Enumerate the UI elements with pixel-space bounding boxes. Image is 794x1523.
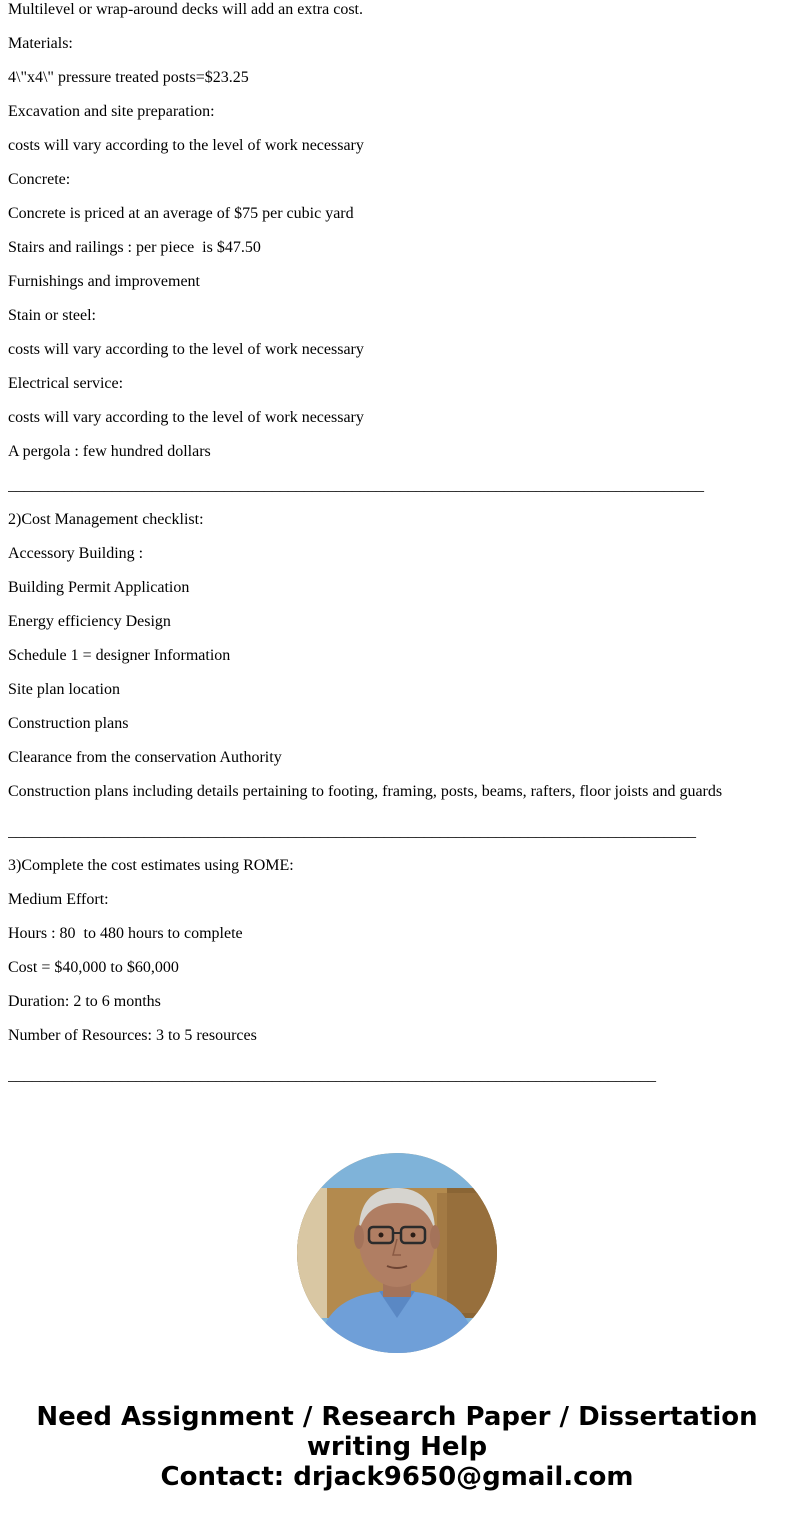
text-line: Clearance from the conservation Authority (8, 749, 282, 766)
promo-footer (0, 1153, 794, 1492)
text-line: costs will vary according to the level of work necessary (8, 341, 364, 358)
text-line: Medium Effort: (8, 891, 109, 908)
section-heading: 3)Complete the cost estimates using ROME: (8, 857, 294, 874)
text-line: Stain or steel: (8, 307, 96, 324)
text-line: Hours : 80 to 480 hours to complete (8, 925, 243, 942)
text-line: Schedule 1 = designer Information (8, 647, 231, 664)
section-divider: ______________________________________________________________________________________ (8, 823, 696, 840)
text-line: 4\"x4\" pressure treated posts=$23.25 (8, 69, 249, 86)
text-line: Accessory Building : (8, 545, 144, 562)
cta-line: writing Help (306, 1432, 488, 1462)
text-line: Electrical service: (8, 375, 124, 392)
section-divider: _________________________________________________________________________________ (8, 1067, 656, 1084)
text-line: Cost = $40,000 to $60,000 (8, 959, 179, 976)
text-line: Energy efficiency Design (8, 613, 171, 630)
text-line: Building Permit Application (8, 579, 190, 596)
text-line: Excavation and site preparation: (8, 103, 215, 120)
text-line: Materials: (8, 35, 73, 52)
author-avatar (297, 1153, 497, 1353)
text-line: Multilevel or wrap-around decks will add an extra cost. (8, 1, 363, 18)
section-heading: 2)Cost Management checklist: (8, 511, 204, 528)
text-line: costs will vary according to the level of work necessary (8, 137, 364, 154)
text-line: Number of Resources: 3 to 5 resources (8, 1027, 257, 1044)
text-line: Site plan location (8, 681, 120, 698)
author-photo-illustration (297, 1153, 497, 1353)
text-line: Construction plans including details pertaining to footing, framing, posts, beams, rafters, floor joists and guards (8, 783, 723, 800)
text-line: costs will vary according to the level of work necessary (8, 409, 364, 426)
contact-callout (0, 1402, 794, 1492)
cta-line: Need Assignment / Research Paper / Dissertation (36, 1402, 758, 1432)
text-line: Stairs and railings : per piece is $47.50 (8, 239, 261, 256)
document-body (8, 0, 788, 1100)
text-line: Concrete: (8, 171, 71, 188)
contact-email: Contact: drjack9650@gmail.com (160, 1462, 634, 1492)
section-divider: _______________________________________________________________________________________ (8, 477, 704, 494)
text-line: Concrete is priced at an average of $75 per cubic yard (8, 205, 354, 222)
text-line: Duration: 2 to 6 months (8, 993, 161, 1010)
text-line: Furnishings and improvement (8, 273, 200, 290)
text-line: A pergola : few hundred dollars (8, 443, 211, 460)
text-line: Construction plans (8, 715, 129, 732)
